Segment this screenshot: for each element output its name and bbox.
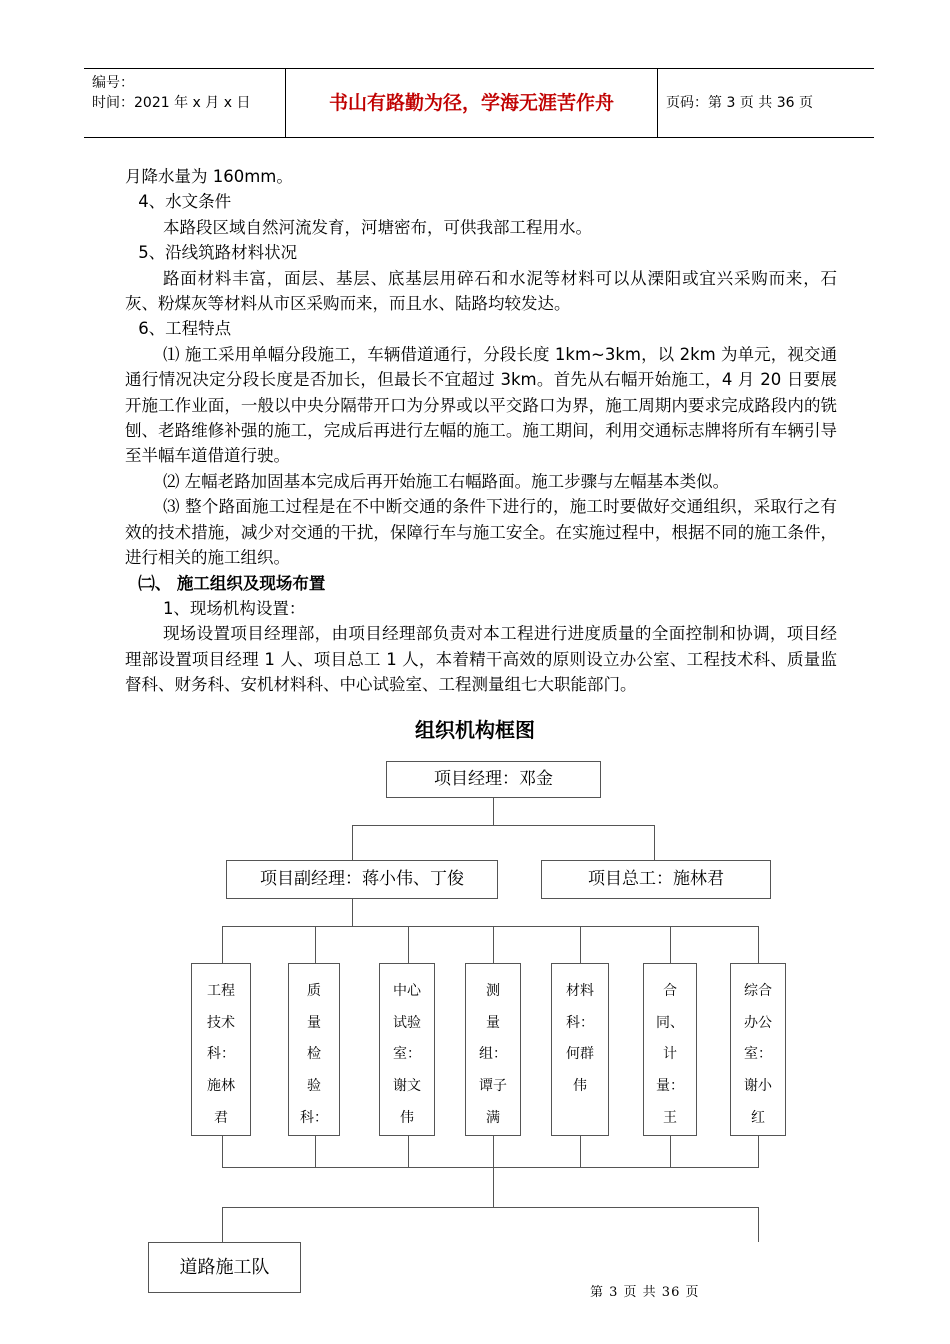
header-page-code: 页码：第 3 页 共 36 页 bbox=[666, 95, 813, 111]
connector-line bbox=[352, 825, 654, 826]
connector-line bbox=[758, 1136, 759, 1167]
connector-line bbox=[580, 1136, 581, 1167]
department-box-lab: 中心 试验 室： 谢文 伟 bbox=[379, 963, 435, 1136]
paragraph: ⑶ 整个路面施工过程是在不中断交通的条件下进行的，施工时要做好交通组织，采取行之有效的技术措施，减少对交通的干扰，保障行车与施工安全。在实施过程中，根据不同的施工条件，进行相关的施工组织。 bbox=[125, 497, 837, 568]
chief-engineer-box: 项目总工：施林君 bbox=[541, 860, 771, 899]
paragraph: ⑵ 左幅老路加固基本完成后再开始施工右幅路面。施工步骤与左幅基本类似。 bbox=[162, 471, 730, 491]
deputy-manager-box: 项目副经理：蒋小伟、丁俊 bbox=[226, 860, 498, 899]
connector-line bbox=[222, 1136, 223, 1167]
header-motto: 书山有路勤为径，学海无涯苦作舟 bbox=[286, 69, 658, 137]
connector-line bbox=[222, 926, 758, 927]
header-meta bbox=[84, 69, 286, 137]
page-header bbox=[84, 68, 874, 138]
paragraph: 本路段区域自然河流发育，河塘密布，可供我部工程用水。 bbox=[162, 217, 592, 237]
connector-line bbox=[493, 926, 494, 964]
road-team-box: 道路施工队 bbox=[148, 1242, 301, 1293]
connector-line bbox=[352, 899, 353, 926]
connector-line bbox=[222, 1207, 223, 1242]
connector-line bbox=[758, 926, 759, 964]
connector-line bbox=[580, 926, 581, 964]
page-footer: 第 3 页 共 36 页 bbox=[590, 1285, 700, 1300]
connector-line bbox=[758, 1207, 759, 1242]
paragraph: 路面材料丰富，面层、基层、底基层用碎石和水泥等材料可以从溧阳或宜兴采购而来，石灰、粉煤灰等材料从市区采购而来，而且水、陆路均较发达。 bbox=[125, 268, 837, 314]
connector-line bbox=[315, 926, 316, 964]
connector-line bbox=[315, 1136, 316, 1167]
connector-line bbox=[222, 926, 223, 964]
number-label: 编号： bbox=[92, 75, 134, 91]
org-chart-title: 组织机构框图 bbox=[415, 718, 535, 742]
connector-line bbox=[408, 926, 409, 964]
connector-line bbox=[654, 825, 655, 860]
connector-line bbox=[493, 1136, 494, 1167]
connector-line bbox=[222, 1207, 759, 1208]
section-heading: 5、沿线筑路材料状况 bbox=[138, 243, 298, 263]
project-manager-box: 项目经理：邓金 bbox=[386, 761, 601, 798]
connector-line bbox=[493, 798, 494, 825]
department-box-materials: 材料 科： 何群 伟 bbox=[551, 963, 609, 1136]
connector-line bbox=[408, 1136, 409, 1167]
connector-line bbox=[670, 1136, 671, 1167]
department-box-contracts: 合 同、 计 量： 王 bbox=[643, 963, 697, 1136]
department-box-office: 综合 办公 室： 谢小 红 bbox=[730, 963, 786, 1136]
department-box-survey: 测 量 组： 谭子 满 bbox=[465, 963, 521, 1136]
section-heading: 4、水文条件 bbox=[138, 192, 232, 212]
department-box-quality: 质 量 检 验 科： bbox=[288, 963, 340, 1136]
connector-line bbox=[493, 1167, 494, 1207]
connector-line bbox=[352, 825, 353, 860]
section-heading: 6、工程特点 bbox=[138, 319, 232, 339]
section-heading: ㈡、 施工组织及现场布置 bbox=[138, 573, 326, 593]
department-box-engineering: 工程 技术 科： 施林 君 bbox=[191, 963, 251, 1136]
body-text bbox=[125, 164, 837, 698]
paragraph: 现场设置项目经理部，由项目经理部负责对本工程进行进度质量的全面控制和协调，项目经理部设置项目经理 1 人、项目总工 1 人，本着精干高效的原则设立办公室、工程技术科、质量监督科、财务科、安机材料科、中心试验室、工程测量组七大职能部门。 bbox=[125, 624, 837, 695]
connector-line bbox=[222, 1167, 759, 1168]
paragraph: ⑴ 施工采用单幅分段施工，车辆借道通行，分段长度 1km~3km，以 2km 为单元，视交通通行情况决定分段长度是否加长，但最长不宜超过 3km。首先从右幅开始施工，4 月 20 日要展开施工作业面，一般以中央分隔带开口为分界或以平交路口为界，施工周期内要求完成路段内的铣刨、老路维修补强的施工，完成后再进行左幅的施工。施工期间，利用交通标志牌将所有车辆引导至半幅车道借道行驶。 bbox=[125, 344, 837, 466]
paragraph: 月降水量为 160mm。 bbox=[125, 167, 293, 186]
connector-line bbox=[670, 926, 671, 964]
section-heading: 1、现场机构设置： bbox=[162, 598, 306, 618]
date-label: 时间：2021 年 x 月 x 日 bbox=[92, 95, 251, 111]
